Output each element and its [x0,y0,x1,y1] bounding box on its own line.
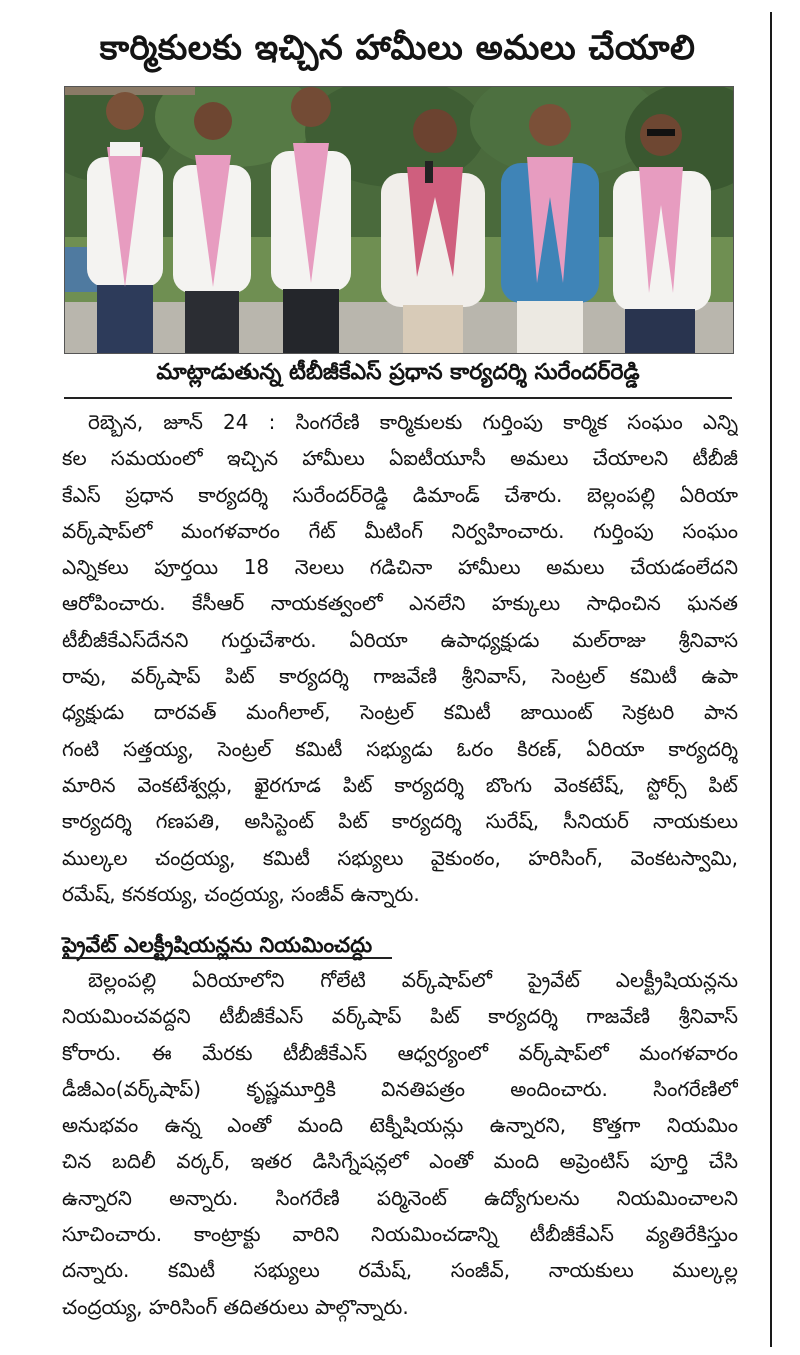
paragraph-2-line: కోరారు. ఈ మేరకు టీబీజీకేఎస్ ఆధ్వర్యంలో వర్క్‌షాప్‌లో మంగళవారం [62,1040,738,1065]
paragraph-1-line: ఎన్నికలు పూర్తయి 18 నెలలు గడిచినా హామీలు అమలు చేయడంలేదని [62,555,738,580]
paragraph-2-line: దన్నారు. కమిటీ సభ్యులు రమేష్, సంజీవ్, నాయకులు ముల్కల్ల [62,1258,738,1283]
paragraph-2-line: బెల్లంపల్లి ఏరియాలోని గోలేటి వర్క్‌షాప్‌లో ప్రైవేట్ ఎలక్ట్రీషియన్లను [88,968,738,992]
paragraph-2 [62,962,738,1325]
paragraph-1-line: కార్యదర్శి గణపతి, అసిస్టెంట్ పిట్ కార్యదర్శి సురేష్, సీనియర్ నాయకులు [62,809,738,834]
photo-caption: మాట్లాడుతున్న టీబీజీకేఎస్ ప్రధాన కార్యదర్శి సురేందర్‌రెడ్డి [156,360,640,385]
paragraph-2-line: డీజీఎం(వర్క్‌షాప్) కృష్ణమూర్తికి వినతిపత్రం అందించారు. సింగరేణిలో [62,1076,738,1101]
paragraph-1-line: రెబ్బెన, జూన్ 24 : సింగరేణి కార్మికులకు గుర్తింపు కార్మిక సంఘం ఎన్ని [88,410,738,434]
news-photo [64,86,734,354]
paragraph-2-line: అనుభవం ఉన్న ఎంతో మంది టెక్నీషియన్లు ఉన్నారని, కొత్తగా నియమిం [62,1113,738,1138]
column-divider [770,12,772,1347]
paragraph-1-line: ధ్యక్షుడు దారవత్ మంగీలాల్, సెంట్రల్ కమిటీ జాయింట్ సెక్రటరి పాన [62,700,738,725]
paragraph-2-line: చిన బదిలీ వర్కర్, ఇతర డిసిగ్నేషన్లలో ఎంతో మంది అప్రెంటిస్ పూర్తి చేసి [62,1149,738,1174]
caption-underline [64,397,732,399]
paragraph-1-line: మారిన వెంకటేశ్వర్లు, ఖైరగూడ పిట్ కార్యదర్శి బొంగు వెంకటేష్, స్టోర్స్ పిట్ [62,772,738,797]
paragraph-2-line: నియమించవద్దని టీబీజీకేఎస్ వర్క్‌షాప్ పిట్ కార్యదర్శి గాజవేణి శ్రీనివాస్ [62,1004,738,1029]
group-photo-illustration [65,87,733,353]
paragraph-1-line: వర్క్‌షాప్‌లో మంగళవారం గేట్ మీటింగ్ నిర్వహించారు. గుర్తింపు సంఘం [62,518,738,543]
article-headline: కార్మికులకు ఇచ్చిన హామీలు అమలు చేయాలి [99,28,696,68]
paragraph-2-line: చంద్రయ్య, హరిసింగ్ తదితరులు పాల్గొన్నారు. [62,1294,409,1319]
paragraph-1-line: గంటి సత్తయ్య, సెంట్రల్ కమిటీ సభ్యుడు ఓరం కిరణ్, ఏరియా కార్యదర్శి [62,736,738,761]
paragraph-1-line: కేఎస్ ప్రధాన కార్యదర్శి సురేందర్‌రెడ్డి డిమాండ్ చేశారు. బెల్లంపల్లి ఏరియా [62,482,738,507]
paragraph-1-line: రావు, వర్క్‌షాప్ పిట్ కార్యదర్శి గాజవేణి శ్రీనివాస్, సెంట్రల్ కమిటీ ఉపా [62,664,738,689]
paragraph-1-line: ముల్కల చంద్రయ్య, కమిటీ సభ్యులు వైకుంఠం, హరిసింగ్, వెంకటస్వామి, [62,845,738,870]
subheading-underline [62,957,392,959]
paragraph-1-line: ఆరోపించారు. కేసీఆర్ నాయకత్వంలో ఎనలేని హక్కులు సాధించిన ఘనత [62,591,738,616]
article-subheading: ప్రైవేట్ ఎలక్ట్రీషియన్లను నియమించద్దు [62,933,373,957]
paragraph-1-line: రమేష్, కనకయ్య, చంద్రయ్య, సంజీవ్ ఉన్నారు. [62,881,420,906]
paragraph-1 [62,404,738,912]
paragraph-1-line: టీబీజీకేఎస్‌దేనని గుర్తుచేశారు. ఏరియా ఉపాధ్యక్షుడు మల్‌రాజు శ్రీనివాస [62,627,738,652]
paragraph-2-line: సూచించారు. కాంట్రాక్టు వారిని నియమించడాన్ని టీబీజీకేఎస్ వ్యతిరేకిస్తుం [62,1222,738,1247]
paragraph-2-line: ఉన్నారని అన్నారు. సింగరేణి పర్మినెంట్ ఉద్యోగులను నియమించాలని [62,1185,738,1210]
paragraph-1-line: కల సమయంలో ఇచ్చిన హామీలు ఏఐటీయూసీ అమలు చేయాలని టీబీజీ [62,446,738,471]
